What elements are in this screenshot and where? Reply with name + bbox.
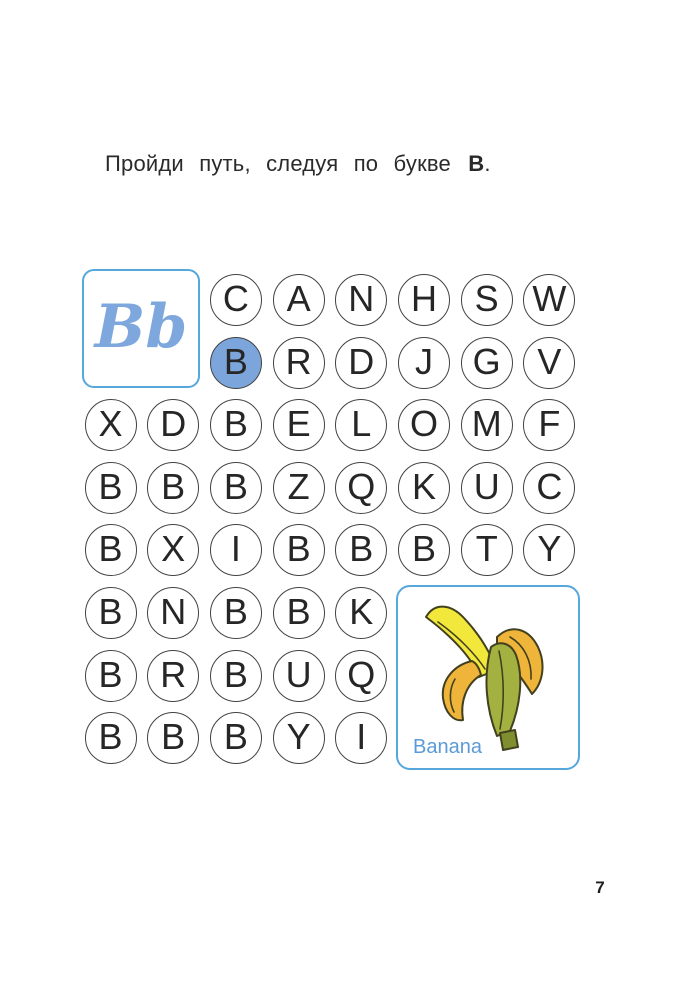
page-title: [105, 151, 491, 177]
letter-cell[interactable]: C: [523, 462, 575, 514]
letter-cell-highlighted[interactable]: B: [210, 337, 262, 389]
letter-cell[interactable]: K: [398, 462, 450, 514]
letter-cell[interactable]: B: [147, 712, 199, 764]
letter-cell[interactable]: B: [85, 462, 137, 514]
letter-cell[interactable]: U: [461, 462, 513, 514]
letter-cell[interactable]: B: [85, 712, 137, 764]
letter-cell[interactable]: A: [273, 274, 325, 326]
page-number: 7: [595, 878, 605, 897]
letter-pair-label: Bb: [94, 291, 188, 362]
letter-cell[interactable]: B: [210, 399, 262, 451]
letter-cell[interactable]: B: [85, 587, 137, 639]
letter-cell[interactable]: V: [523, 337, 575, 389]
letter-cell[interactable]: Q: [335, 462, 387, 514]
letter-cell[interactable]: L: [335, 399, 387, 451]
letter-cell[interactable]: B: [210, 587, 262, 639]
letter-cell[interactable]: B: [398, 524, 450, 576]
letter-cell[interactable]: R: [273, 337, 325, 389]
letter-cell[interactable]: B: [210, 650, 262, 702]
reward-box: [396, 585, 580, 770]
title-text: Пройди путь, следуя по букве: [105, 151, 451, 176]
letter-cell[interactable]: E: [273, 399, 325, 451]
title-target-letter: В: [468, 151, 485, 176]
letter-cell[interactable]: I: [210, 524, 262, 576]
letter-cell[interactable]: J: [398, 337, 450, 389]
letter-cell[interactable]: U: [273, 650, 325, 702]
letter-cell[interactable]: B: [147, 462, 199, 514]
letter-cell[interactable]: B: [273, 524, 325, 576]
letter-cell[interactable]: Y: [523, 524, 575, 576]
letter-cell[interactable]: B: [85, 524, 137, 576]
letter-cell[interactable]: X: [85, 399, 137, 451]
letter-cell[interactable]: H: [398, 274, 450, 326]
letter-cell[interactable]: Z: [273, 462, 325, 514]
letter-cell[interactable]: B: [273, 587, 325, 639]
letter-cell[interactable]: C: [210, 274, 262, 326]
letter-cell[interactable]: B: [210, 462, 262, 514]
letter-cell[interactable]: N: [147, 587, 199, 639]
title-period: .: [484, 151, 491, 176]
letter-cell[interactable]: M: [461, 399, 513, 451]
letter-cell[interactable]: G: [461, 337, 513, 389]
letter-cell[interactable]: F: [523, 399, 575, 451]
letter-cell[interactable]: O: [398, 399, 450, 451]
letter-cell[interactable]: B: [335, 524, 387, 576]
letter-cell[interactable]: T: [461, 524, 513, 576]
letter-cell[interactable]: S: [461, 274, 513, 326]
letter-cell[interactable]: Y: [273, 712, 325, 764]
letter-cell[interactable]: B: [210, 712, 262, 764]
letter-cell[interactable]: N: [335, 274, 387, 326]
letter-cell[interactable]: R: [147, 650, 199, 702]
letter-cell[interactable]: I: [335, 712, 387, 764]
letter-cell[interactable]: B: [85, 650, 137, 702]
letter-cell[interactable]: W: [523, 274, 575, 326]
letter-cell[interactable]: D: [335, 337, 387, 389]
letter-cell[interactable]: Q: [335, 650, 387, 702]
reward-label: Banana: [413, 736, 482, 758]
letter-cell[interactable]: D: [147, 399, 199, 451]
letter-legend-box: [82, 269, 200, 388]
letter-cell[interactable]: K: [335, 587, 387, 639]
letter-cell[interactable]: X: [147, 524, 199, 576]
